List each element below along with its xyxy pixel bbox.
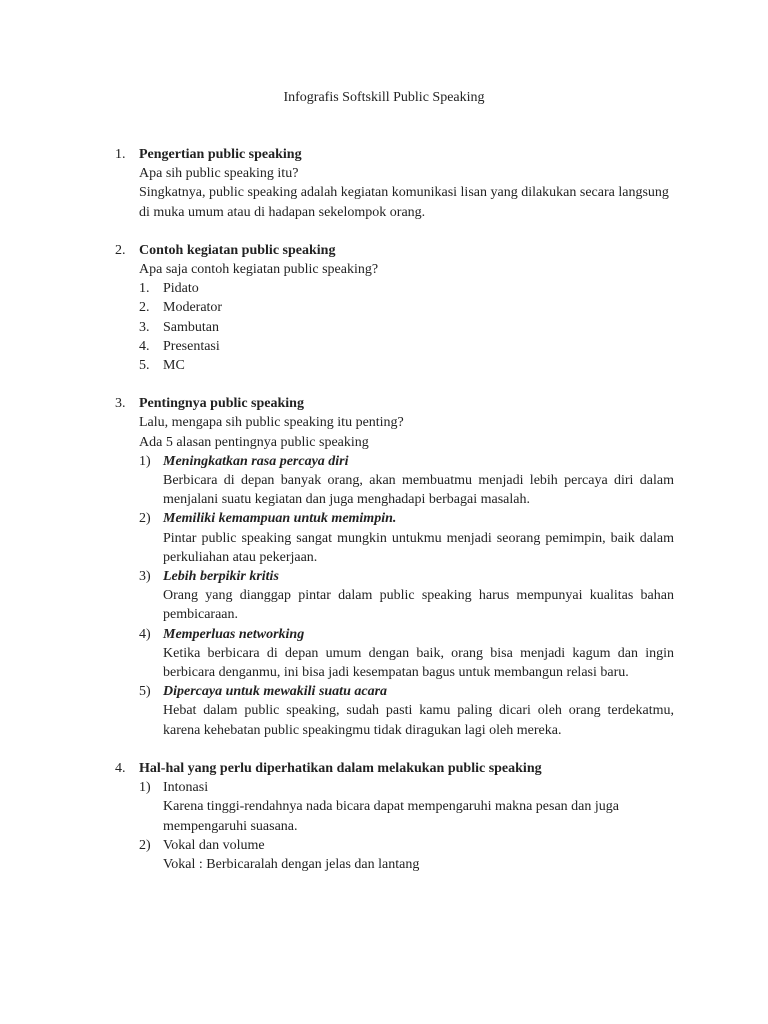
section-number: 4. — [115, 760, 126, 776]
list-item-number: 5) — [139, 684, 151, 700]
section-number: 1. — [115, 147, 126, 162]
list-item-text: Presentasi — [163, 338, 220, 354]
list-item-text: Sambutan — [163, 319, 219, 335]
list-item-number: 4) — [139, 626, 151, 642]
section-question: Apa sih public speaking itu? — [139, 166, 299, 182]
section-4 — [0, 759, 768, 874]
section-2 — [0, 241, 768, 375]
section-heading: Contoh kegiatan public speaking — [139, 242, 336, 258]
section-heading: Hal-hal yang perlu diperhatikan dalam melakukan public speaking — [139, 760, 542, 776]
list-item-number: 4. — [139, 338, 150, 354]
section-heading: Pentingnya public speaking — [139, 396, 304, 412]
list-item-title: Lebih berpikir kritis — [163, 569, 279, 585]
section-number: 2. — [115, 242, 126, 258]
list-item-title: Intonasi — [163, 780, 209, 796]
list-item-number: 2) — [139, 511, 151, 527]
list-item-number: 3. — [139, 319, 150, 335]
list-item-text: Berbicara di depan banyak orang, akan membuatmu menjadi lebih percaya diri dalam menjalani suatu kegiatan dan juga menghadapi berbagai masalah. — [163, 473, 674, 508]
list-item-number: 1) — [139, 780, 151, 796]
list-item-text: MC — [163, 358, 185, 374]
list-item — [139, 318, 674, 337]
list-item-number: 1) — [139, 453, 151, 469]
document-sections — [0, 145, 768, 893]
section-question: Apa saja contoh kegiatan public speaking? — [139, 262, 379, 278]
section-3 — [0, 394, 768, 740]
section-paragraph: Singkatnya, public speaking adalah kegiatan komunikasi lisan yang dilakukan secara langsung di muka umum atau di hadapan sekelompok orang. — [139, 185, 669, 220]
list-item-number: 3) — [139, 569, 151, 585]
list-item — [139, 778, 674, 836]
section-intro: Ada 5 alasan pentingnya public speaking — [139, 434, 369, 450]
list-item-text: Pintar public speaking sangat mungkin untukmu menjadi seorang pemimpin, baik dalam perkuliahan atau pekerjaan. — [163, 530, 674, 565]
list-item — [139, 567, 674, 625]
section-question: Lalu, mengapa sih public speaking itu penting? — [139, 415, 404, 431]
list-item-text: Moderator — [163, 300, 223, 316]
list-item-number: 5. — [139, 358, 150, 374]
list-item — [139, 356, 674, 375]
section-1 — [0, 145, 768, 222]
list-item — [139, 682, 674, 740]
list-item-text: Pidato — [163, 281, 199, 297]
list-item-title: Memperluas networking — [163, 626, 305, 642]
list-item-title: Vokal dan volume — [163, 837, 265, 853]
list-item — [139, 279, 674, 298]
section-heading: Pengertian public speaking — [139, 147, 302, 162]
list-item — [139, 337, 674, 356]
list-item-text: Orang yang dianggap pintar dalam public speaking harus mempunyai kualitas bahan pembicaraan. — [163, 588, 674, 623]
document-title: Infografis Softskill Public Speaking — [283, 90, 485, 105]
list-item — [139, 298, 674, 317]
list-item-text: Karena tinggi-rendahnya nada bicara dapat mempengaruhi makna pesan dan juga mempengaruhi suasana. — [163, 799, 619, 834]
list-item — [139, 452, 674, 510]
list-item-number: 1. — [139, 281, 150, 297]
list-item-number: 2. — [139, 300, 150, 316]
list-item — [139, 836, 674, 874]
list-item-text: Hebat dalam public speaking, sudah pasti kamu paling dicari oleh orang terdekatmu, karena kehebatan public speakingmu tidak diragukan lagi oleh mereka. — [163, 703, 674, 738]
list-item-text: Ketika berbicara di depan umum dengan baik, orang bisa menjadi kagum dan ingin berbicara denganmu, ini bisa jadi kesempatan bagus untuk membangun relasi baru. — [163, 645, 674, 681]
section-number: 3. — [115, 396, 126, 412]
reason-list — [139, 452, 674, 740]
tips-list — [139, 778, 674, 874]
list-item — [139, 509, 674, 567]
list-item — [139, 625, 674, 683]
list-item-title: Dipercaya untuk mewakili suatu acara — [163, 684, 388, 700]
list-item-title: Memiliki kemampuan untuk memimpin. — [163, 511, 397, 527]
list-item-text: Vokal : Berbicaralah dengan jelas dan lantang — [163, 856, 420, 872]
list-item-number: 2) — [139, 837, 151, 853]
example-list — [139, 279, 674, 375]
list-item-title: Meningkatkan rasa percaya diri — [163, 453, 349, 469]
